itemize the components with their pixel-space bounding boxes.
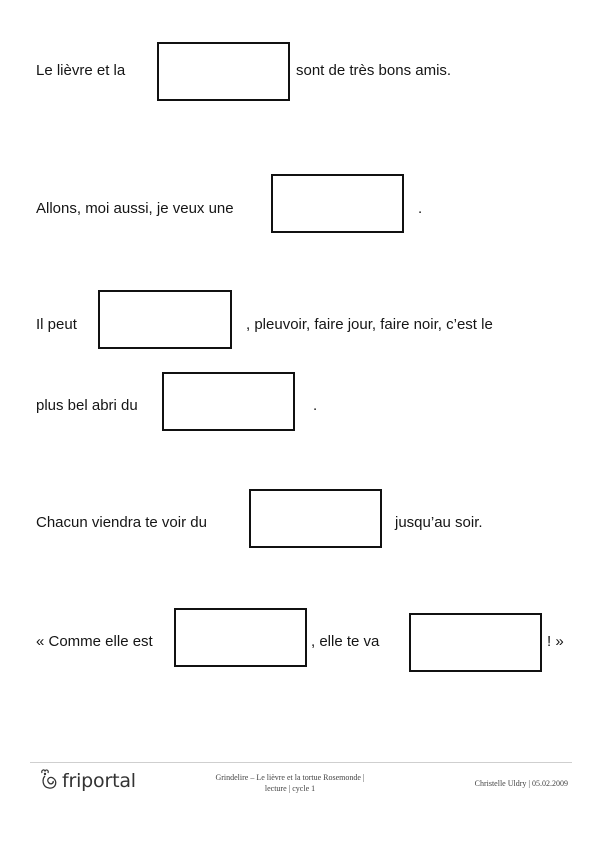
- logo-text: friportal: [62, 770, 136, 792]
- blank-box-4[interactable]: [162, 372, 295, 431]
- friportal-logo: [38, 768, 136, 794]
- sentence-6-middle: , elle te va: [311, 633, 380, 650]
- footer-center-line-1: Grindelire – Le lièvre et la tortue Rosemonde |: [215, 773, 365, 782]
- footer-center-line-2: lecture | cycle 1: [264, 784, 316, 793]
- sentence-5-end: jusqu’au soir.: [395, 514, 483, 531]
- sentence-5-start: Chacun viendra te voir du: [36, 514, 207, 531]
- snail-icon: [38, 767, 60, 796]
- sentence-2-start: Allons, moi aussi, je veux une: [36, 200, 234, 217]
- sentence-3-end: , pleuvoir, faire jour, faire noir, c’est le: [246, 316, 493, 333]
- sentence-6-end: ! »: [547, 633, 564, 650]
- footer-center: [205, 772, 375, 794]
- sentence-2-end: .: [418, 200, 423, 217]
- footer-author-date: Christelle Uldry | 05.02.2009: [474, 779, 568, 788]
- blank-box-7[interactable]: [409, 613, 542, 672]
- sentence-1-start: Le lièvre et la: [36, 62, 126, 79]
- blank-box-2[interactable]: [271, 174, 404, 233]
- sentence-6-start: « Comme elle est: [36, 633, 153, 650]
- sentence-4-start: plus bel abri du: [36, 397, 138, 414]
- sentence-3-start: Il peut: [36, 316, 77, 333]
- blank-box-1[interactable]: [157, 42, 290, 101]
- blank-box-5[interactable]: [249, 489, 382, 548]
- blank-box-6[interactable]: [174, 608, 307, 667]
- sentence-1-end: sont de très bons amis.: [296, 62, 452, 79]
- blank-box-3[interactable]: [98, 290, 232, 349]
- sentence-4-end: .: [313, 397, 318, 414]
- footer-divider: [30, 762, 572, 763]
